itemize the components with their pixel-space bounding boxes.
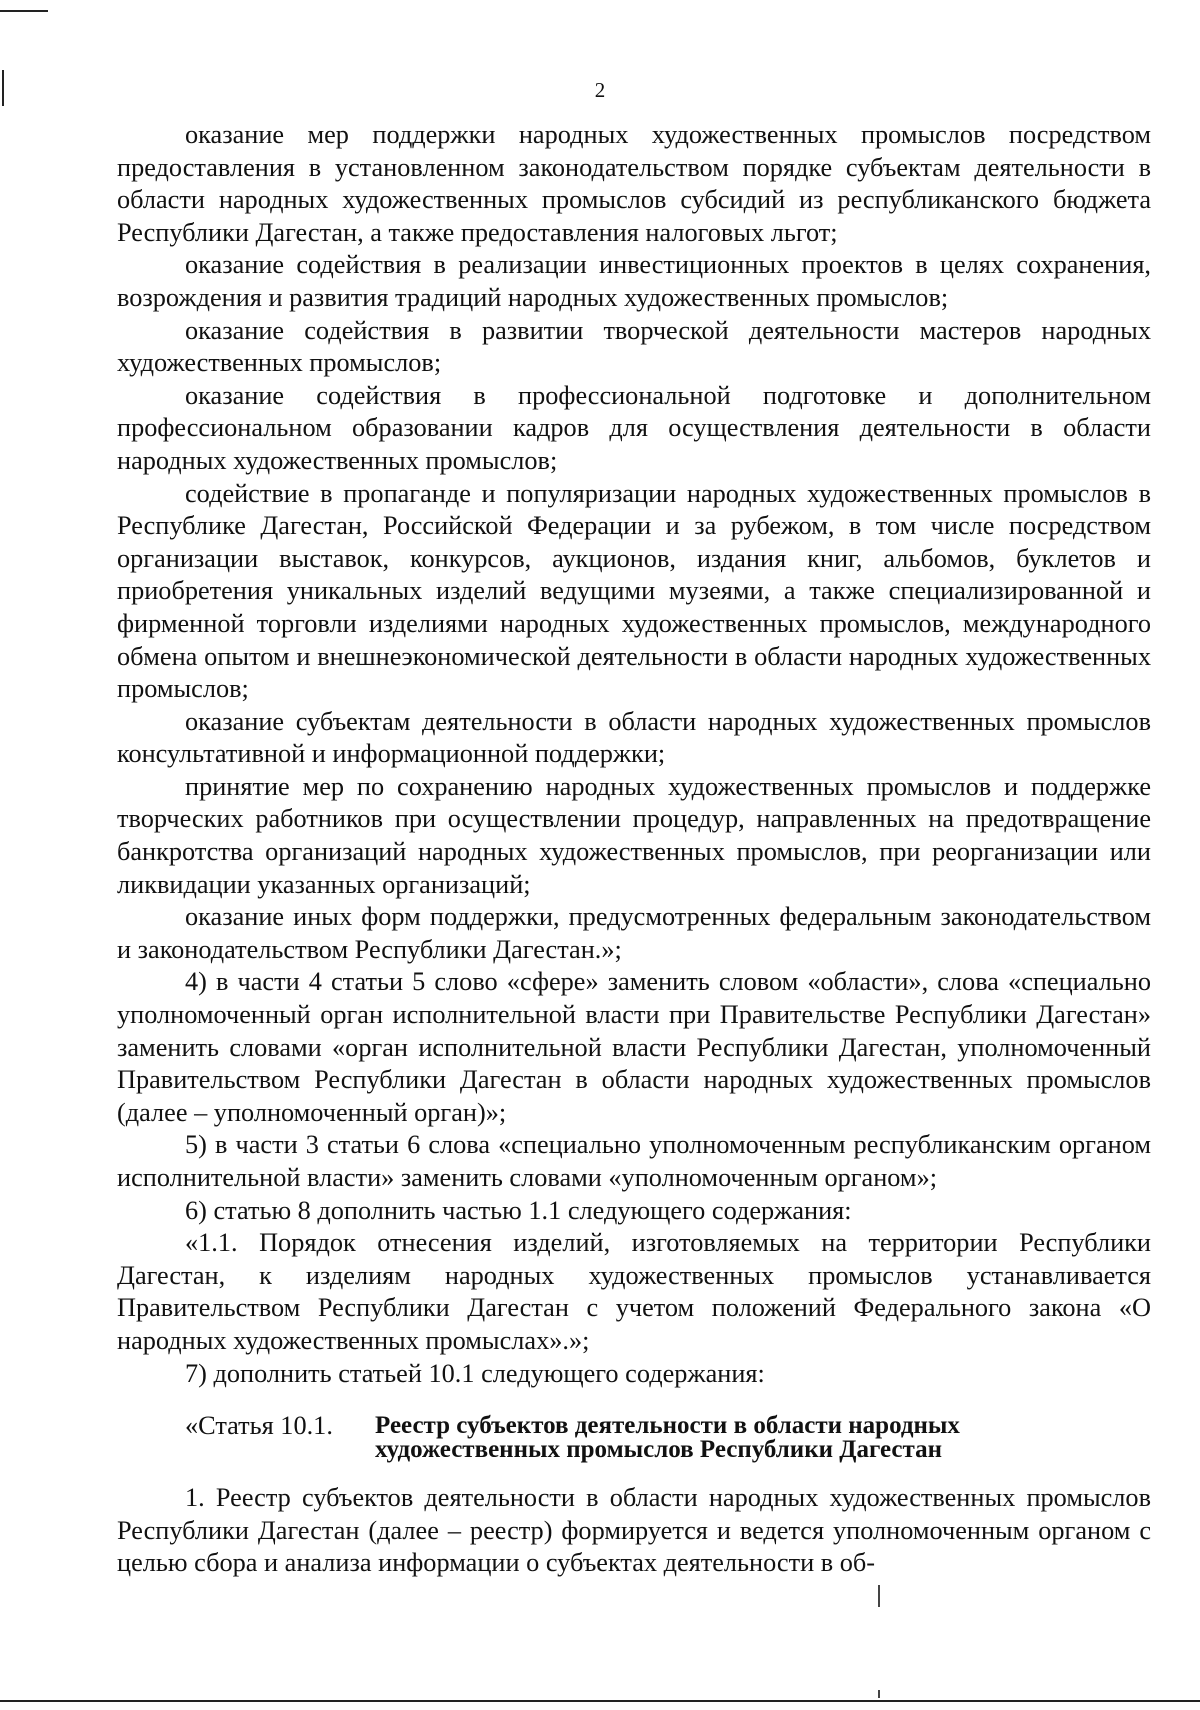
paragraph: оказание содействия в профессиональной подготовке и дополнительном профессиональном образовании кадров для осуществления деятельности в области народных художественных промыслов; [117, 380, 1151, 475]
paragraph: 1. Реестр субъектов деятельности в области народных художественных промыслов Республики Дагестан (далее – реестр) формируется и ведется уполномоченным органом с целью сбора и анализа информации о субъектах деятельности в об- [117, 1483, 1151, 1578]
scan-edge-mark-top [0, 10, 48, 12]
article-title-line: художественных промыслов Республики Дагестан [375, 1436, 942, 1464]
paragraph: 7) дополнить статьей 10.1 следующего содержания: [185, 1358, 765, 1388]
paragraph: оказание содействия в развитии творческой деятельности мастеров народных художественных промыслов; [117, 315, 1151, 378]
paragraph: 6) статью 8 дополнить частью 1.1 следующего содержания: [185, 1195, 852, 1225]
article-heading [185, 1411, 1151, 1464]
scan-artifact [878, 1585, 880, 1607]
paragraph: оказание иных форм поддержки, предусмотренных федеральным законодательством и законодательством Республики Дагестан.»; [117, 902, 1151, 964]
page-number: 2 [594, 78, 606, 102]
article-title [375, 1414, 960, 1462]
paragraph: 4) в части 4 статьи 5 слово «сфере» заменить словом «области», слова «специально уполномоченный орган исполнительной власти при Правительстве Республики Дагестан» заменить словами «орган исполнительной власти Республики Дагестан, уполномоченный Правительством Республики Дагестан в области народных художественных промыслов (далее – уполномоченный орган)»; [117, 967, 1151, 1127]
scan-artifact [878, 1690, 880, 1698]
paragraph: «1.1. Порядок отнесения изделий, изготовляемых на территории Республики Дагестан, к изделиям народных художественных промыслов устанавливается Правительством Республики Дагестан с учетом положений Федерального закона «О народных художественных промыслах».»; [117, 1228, 1151, 1355]
paragraph: принятие мер по сохранению народных художественных промыслов и поддержке творческих работников при осуществлении процедур, направленных на предотвращение банкротства организаций народных художественных промыслов, при реорганизации или ликвидации указанных организаций; [117, 771, 1151, 899]
article-label: «Статья 10.1. [185, 1411, 333, 1441]
paragraph: оказание субъектам деятельности в области народных художественных промыслов консультативной и информационной поддержки; [117, 706, 1151, 769]
document-body [117, 119, 1151, 1580]
paragraph: оказание содействия в реализации инвестиционных проектов в целях сохранения, возрождения и развития традиций народных художественных промыслов; [117, 250, 1151, 312]
article-title-line: Реестр субъектов деятельности в области народных [375, 1412, 960, 1440]
paragraph: оказание мер поддержки народных художественных промыслов посредством предоставления в установленном законодательством порядке субъектам деятельности в области народных художественных промыслов субсидий из республиканского бюджета Республики Дагестан, а также предоставления налоговых льгот; [117, 120, 1151, 247]
paragraph: содействие в пропаганде и популяризации народных художественных промыслов в Республике Дагестан, Российской Федерации и за рубежом, в том числе посредством организации выставок, конкурсов, аукционов, издания книг, альбомов, буклетов и приобретения уникальных изделий ведущими музеями, а также специализированной и фирменной торговли изделиями народных художественных промыслов, международного обмена опытом и внешнеэкономической деятельности в области народных художественных промыслов; [117, 478, 1151, 704]
paragraph: 5) в части 3 статьи 6 слова «специально уполномоченным республиканским органом исполнительной власти» заменить словами «уполномоченным органом»; [117, 1130, 1151, 1192]
scan-edge-mark-bottom [0, 1700, 1200, 1702]
